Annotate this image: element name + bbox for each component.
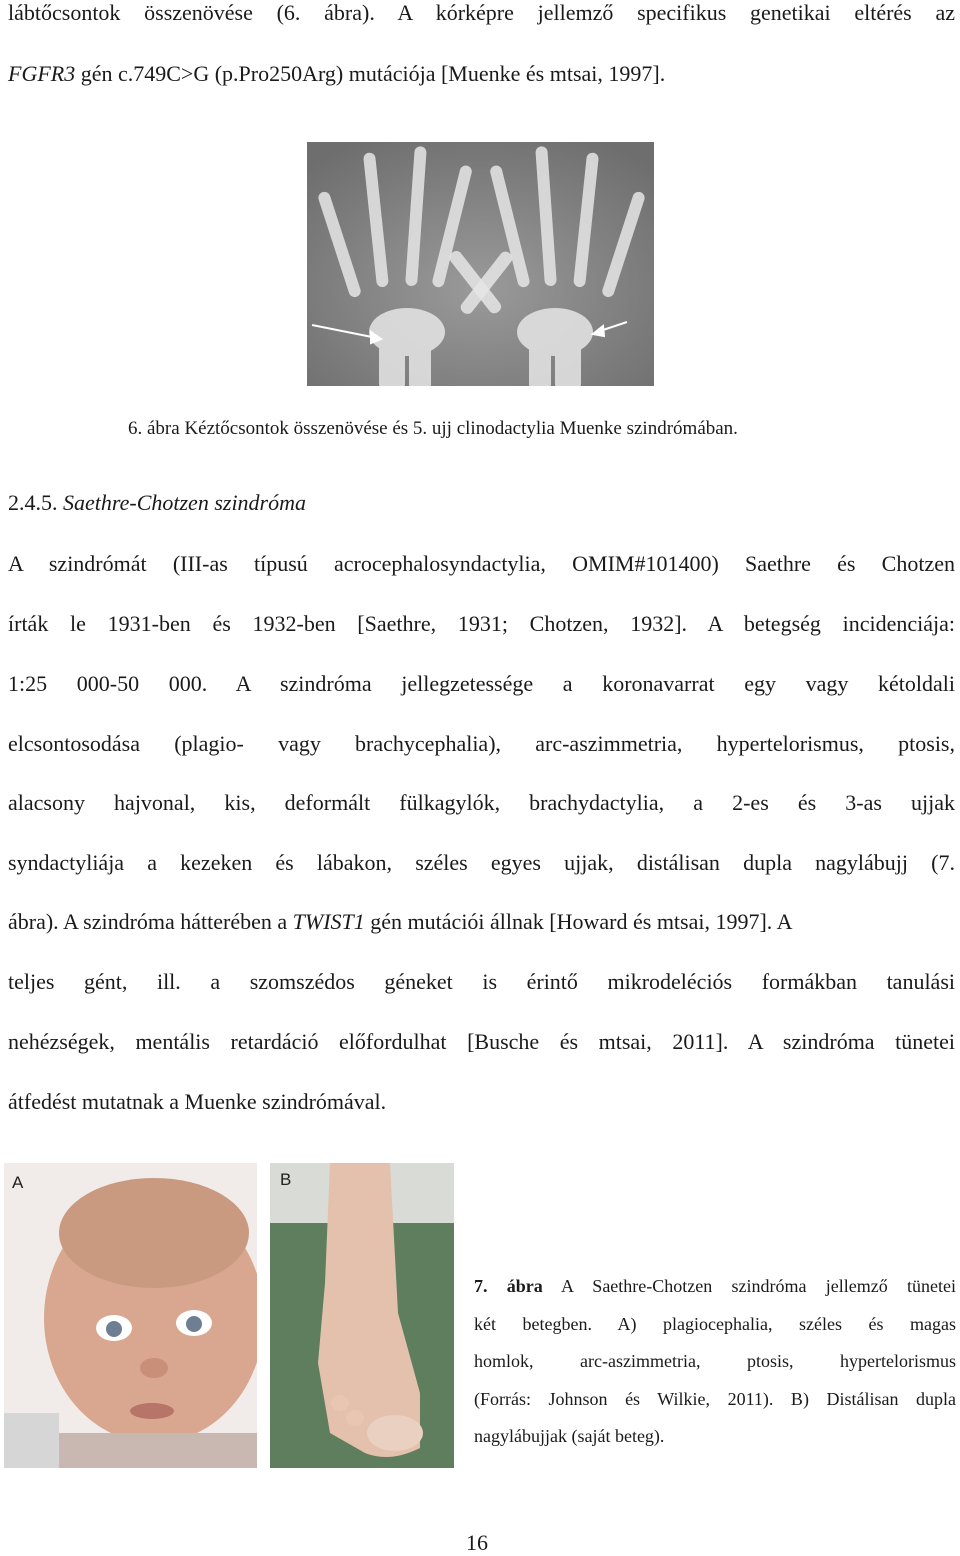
- figure-caption-line: 7. ábra A Saethre-Chotzen szindróma jellemző tünetei: [474, 1276, 956, 1296]
- body-text-line: 1:25 000-50 000. A szindróma jellegzetessége a koronavarrat egy vagy kétoldali: [8, 671, 955, 696]
- foot-photo: [270, 1163, 454, 1468]
- body-text-line: átfedést mutatnak a Muenke szindrómával.: [8, 1089, 387, 1114]
- hand-xray-illustration: [307, 142, 654, 386]
- foot-illustration: [270, 1163, 454, 1468]
- body-text-line: A szindrómát (III-as típusú acrocephalosyndactylia, OMIM#101400) Saethre és Chotzen: [8, 551, 955, 576]
- hand-xray-figure: [307, 142, 654, 386]
- body-text-line: nehézségek, mentális retardáció előfordulhat [Busche és mtsai, 2011]. A szindróma tünetei: [8, 1029, 955, 1054]
- figure-caption-line: homlok, arc-aszimmetria, ptosis, hypertelorismus: [474, 1351, 956, 1371]
- figure-caption-line: (Forrás: Johnson és Wilkie, 2011). B) Distálisan dupla: [474, 1389, 956, 1409]
- figure-caption-line: nagylábujjak (saját beteg).: [474, 1426, 665, 1446]
- body-text-line: syndactyliája a kezeken és lábakon, széles egyes ujjak, distálisan dupla nagylábujj (7.: [8, 850, 955, 875]
- section-title: Saethre-Chotzen szindróma: [63, 490, 307, 515]
- panel-label-a: A: [12, 1173, 24, 1192]
- body-text-line: teljes gént, ill. a szomszédos géneket is érintő mikrodeléciós formákban tanulási: [8, 969, 955, 994]
- infant-face-photo: [4, 1163, 257, 1468]
- body-text-line: írták le 1931-ben és 1932-ben [Saethre, 1931; Chotzen, 1932]. A betegség incidenciája:: [8, 611, 955, 636]
- figure-caption: 6. ábra Kéztőcsontok összenövése és 5. ujj clinodactylia Muenke szindrómában.: [128, 418, 738, 439]
- figure-caption-line: két betegben. A) plagiocephalia, széles és magas: [474, 1314, 956, 1334]
- body-text-line: FGFR3 gén c.749C>G (p.Pro250Arg) mutációja [Muenke és mtsai, 1997].: [8, 61, 666, 86]
- body-text-line: alacsony hajvonal, kis, deformált fülkagylók, brachydactylia, a 2-es és 3-as ujjak: [8, 790, 955, 815]
- infant-face-illustration: [4, 1163, 257, 1468]
- gene-name: TWIST1: [292, 909, 365, 934]
- body-text-line: elcsontosodása (plagio- vagy brachycephalia), arc-aszimmetria, hypertelorismus, ptosis,: [8, 731, 955, 756]
- section-number: 2.4.5.: [8, 490, 58, 515]
- page-number: 16: [466, 1530, 488, 1555]
- body-text-line: lábtőcsontok összenövése (6. ábra). A kórképre jellemző specifikus genetikai eltérés az: [8, 0, 955, 25]
- panel-label-b: B: [280, 1170, 292, 1189]
- body-text-line: ábra). A szindróma hátterében a TWIST1 gén mutációi állnak [Howard és mtsai, 1997]. A: [8, 909, 793, 934]
- figure-label: 7. ábra: [474, 1276, 543, 1296]
- gene-name: FGFR3: [8, 61, 76, 86]
- section-heading: [8, 490, 306, 516]
